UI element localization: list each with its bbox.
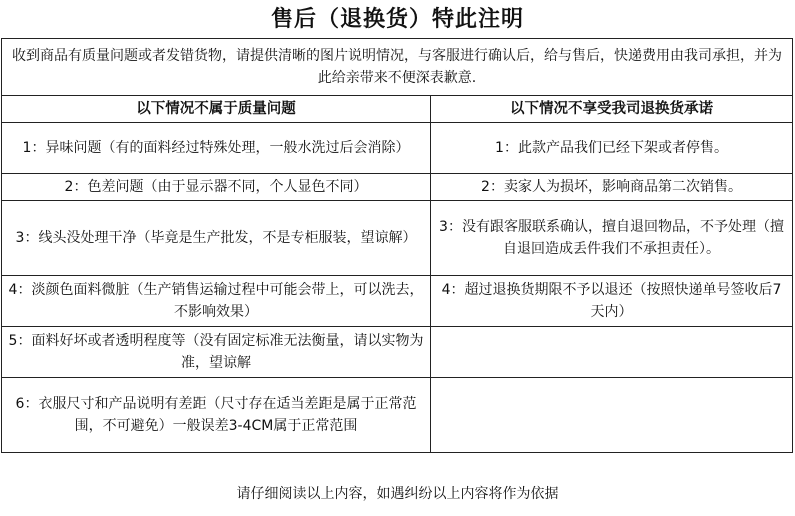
left-item-4: 4：淡颜色面料微脏（生产销售运输过程中可能会带上，可以洗去，不影响效果） <box>2 276 431 327</box>
left-item-6: 6：衣服尺寸和产品说明有差距（尺寸存在适当差距是属于正常范围，不可避免）一般误差3-4CM属于正常范围 <box>2 378 431 453</box>
right-item-6 <box>431 378 793 453</box>
right-item-4: 4：超过退换货期限不予以退还（按照快递单号签收后7天内） <box>431 276 793 327</box>
intro-text: 收到商品有质量问题或者发错货物，请提供清晰的图片说明情况，与客服进行确认后，给与售后，快递费用由我司承担，并为此给亲带来不便深表歉意. <box>2 39 793 96</box>
footer-note: 请仔细阅读以上内容，如遇纠纷以上内容将作为依据 <box>236 486 559 502</box>
intro-row <box>2 39 793 96</box>
header-not-quality-issue: 以下情况不属于质量问题 <box>2 96 431 123</box>
right-item-2: 2：卖家人为损坏，影响商品第二次销售。 <box>431 174 793 201</box>
right-item-5 <box>431 327 793 378</box>
page-title: 售后（退换货）特此注明 <box>270 7 524 32</box>
header-no-return-promise: 以下情况不享受我司退换货承诺 <box>431 96 793 123</box>
table-row <box>2 378 793 453</box>
left-item-1: 1：异味问题（有的面料经过特殊处理，一般水洗过后会消除） <box>2 123 431 174</box>
left-item-5: 5：面料好坏或者透明程度等（没有固定标准无法衡量，请以实物为准，望谅解 <box>2 327 431 378</box>
right-item-1: 1：此款产品我们已经下架或者停售。 <box>431 123 793 174</box>
table-row <box>2 276 793 327</box>
policy-table <box>1 38 793 453</box>
left-item-3: 3：线头没处理干净（毕竟是生产批发，不是专柜服装，望谅解） <box>2 201 431 276</box>
table-row <box>2 123 793 174</box>
left-item-2: 2：色差问题（由于显示器不同，个人显色不同） <box>2 174 431 201</box>
table-row <box>2 327 793 378</box>
table-row <box>2 201 793 276</box>
header-row <box>2 96 793 123</box>
table-row <box>2 174 793 201</box>
right-item-3: 3：没有跟客服联系确认，擅自退回物品，不予处理（擅自退回造成丢件我们不承担责任）。 <box>431 201 793 276</box>
